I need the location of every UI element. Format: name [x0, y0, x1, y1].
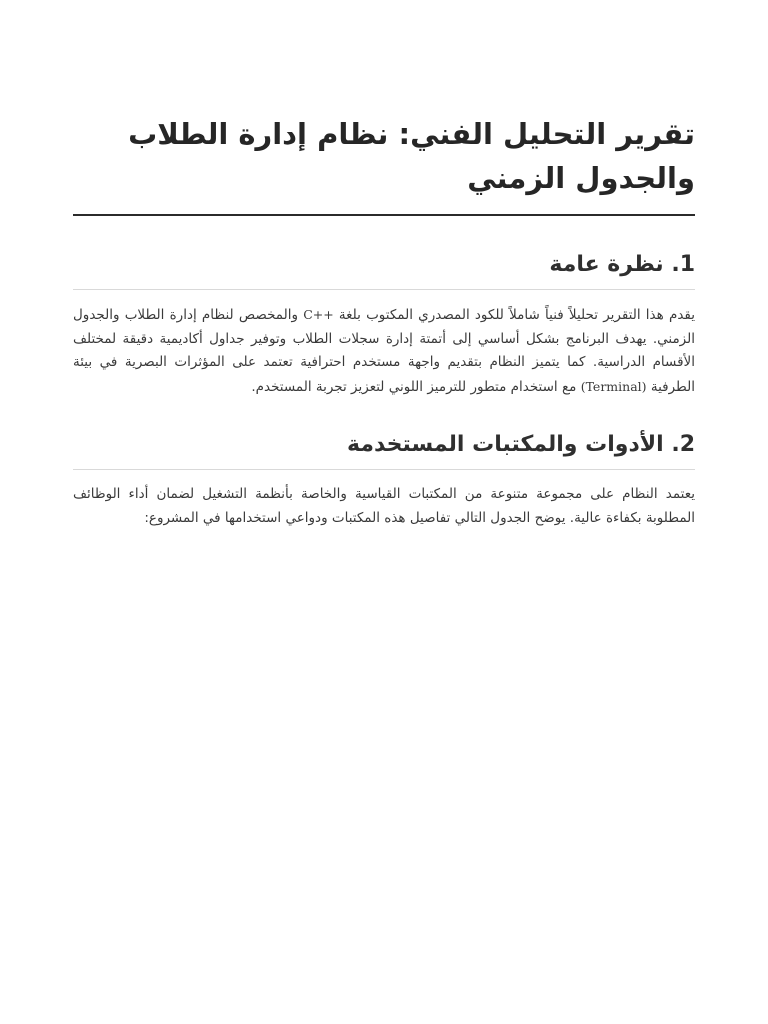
section-heading-tools-libraries: 2. الأدوات والمكتبات المستخدمة — [73, 429, 695, 470]
overview-text-part2: والمخصص لنظام إدارة الطلاب والجدول الزمني. يهدف البرنامج بشكل أساسي إلى أتمتة إدارة سجلات الطلاب وتوفير جداول أكاديمية دقيقة لمختلف الأقسام الدراسية. كما يتميز النظام بتقديم واجهة مستخدم احترافية تعتمد على المؤثرات البصرية في بيئة الطرفية — [73, 307, 695, 395]
overview-paragraph — [73, 303, 695, 399]
language-name: C++ — [303, 307, 334, 322]
tools-libraries-paragraph: يعتمد النظام على مجموعة متنوعة من المكتبات القياسية والخاصة بأنظمة التشغيل لضمان أداء الوظائف المطلوبة بكفاءة عالية. يوضح الجدول التالي تفاصيل هذه المكتبات ودواعي استخدامها في المشروع: — [73, 486, 695, 526]
terminal-term: (Terminal) — [580, 378, 647, 394]
document-title: تقرير التحليل الفني: نظام إدارة الطلاب والجدول الزمني — [73, 112, 695, 216]
section-heading-overview: 1. نظرة عامة — [73, 249, 695, 290]
overview-text-part3: مع استخدام متطور للترميز اللوني لتعزيز تجربة المستخدم. — [251, 378, 581, 395]
overview-text-part1: يقدم هذا التقرير تحليلاً فنياً شاملاً للكود المصدري المكتوب بلغة — [333, 307, 695, 323]
